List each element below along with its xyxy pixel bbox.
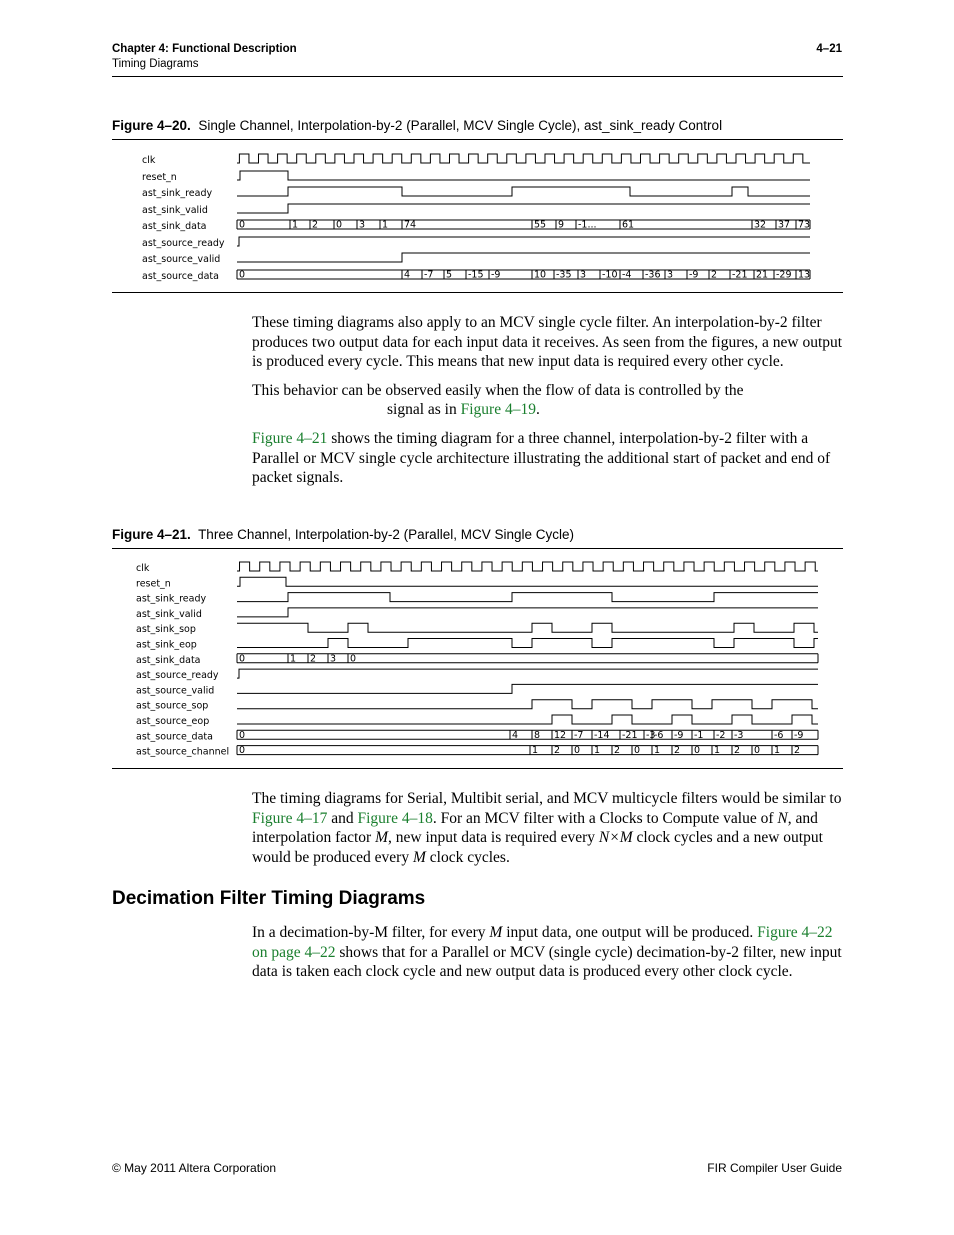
- fig21-source-data-bus-value: -9: [674, 729, 684, 741]
- fig21-signal-label: ast_source_channel: [136, 746, 230, 758]
- fig20-sink-valid-wave: [237, 204, 810, 213]
- body-block-1: [252, 313, 844, 497]
- fig21-source-data-bus-value: 4: [512, 729, 519, 741]
- fig21-source-channel-bus-value: 2: [614, 745, 621, 757]
- fig20-source-data-bus-value: -21: [732, 269, 748, 281]
- fig21-source-data-bus-value: -3: [646, 729, 656, 741]
- fig21-sink-data-bus-value: 1: [290, 653, 297, 665]
- fig20-source-data-bus-value: 2: [711, 269, 718, 281]
- fig20-sink-data-bus-value: 1: [382, 219, 389, 231]
- link-figure-4-18[interactable]: Figure 4–18: [357, 809, 433, 827]
- fig20-sink-data-bus-value: 9: [558, 219, 565, 231]
- fig20-signal-label: ast_sink_ready: [142, 188, 213, 199]
- fig20-sink-data-bus-value: 1: [292, 219, 299, 231]
- fig21-source-valid-wave: [237, 684, 818, 693]
- fig20-source-data-bus-value: 3: [667, 269, 674, 281]
- fig20-sink-data-bus-value: 73: [798, 219, 811, 231]
- fig21-sink-data-bus-value: 0: [350, 653, 357, 665]
- fig21-signal-label: ast_source_eop: [136, 716, 210, 727]
- fig21-source-ready-wave: [237, 669, 818, 678]
- header-rule: [112, 76, 843, 77]
- fig20-signal-label: reset_n: [142, 172, 177, 183]
- fig21-source-channel-bus-value: 2: [734, 745, 741, 757]
- fig21-source-data-bus-value: -3: [734, 729, 744, 741]
- fig20-sink-ready-wave: [237, 187, 810, 196]
- fig21-sink-ready-wave: [237, 593, 818, 602]
- fig21-signal-label: ast_source_ready: [136, 670, 219, 682]
- header-section: Timing Diagrams: [112, 58, 199, 70]
- fig21-sink-data-bus-value: 2: [310, 653, 317, 665]
- fig21-signal-label: reset_n: [136, 578, 171, 590]
- figure-20-caption: [112, 118, 722, 133]
- fig21-source-sop-wave: [237, 700, 818, 709]
- fig20-source-data-bus-value: 5: [446, 269, 453, 281]
- header-chapter: Chapter 4: Functional Description: [112, 43, 297, 55]
- figure-20-title: Single Channel, Interpolation-by-2 (Parallel, MCV Single Cycle), ast_sink_ready Control: [198, 118, 723, 133]
- fig20-signal-label: ast_source_ready: [142, 238, 225, 249]
- fig21-signal-label: ast_sink_eop: [136, 639, 197, 651]
- fig20-sink-data-bus-value: 61: [622, 219, 635, 231]
- paragraph-serial-timing: The timing diagrams for Serial, Multibit serial, and MCV multicycle filters would be similar to Figure 4–17 and Figure 4–18. For an MCV filter with a Clocks to Compute value of N, and interpolation factor M, new input data is required every N×M clock cycles and a new output would be produced every M clock cycles.: [252, 790, 842, 866]
- fig20-source-data-bus-value: -35: [556, 269, 572, 281]
- fig20-source-data-bus-value: 3: [580, 269, 587, 281]
- fig21-source-data-bus-value: -2: [716, 729, 726, 741]
- fig20-sink-data-bus-value: 32: [754, 219, 767, 231]
- fig21-signal-label: clk: [136, 563, 150, 574]
- figure-20-bottom-rule: [112, 292, 843, 293]
- fig21-source-channel-bus-value: 0: [694, 745, 701, 757]
- fig21-source-eop-wave: [237, 715, 818, 724]
- body-block-2: [252, 789, 844, 876]
- paragraph-mcv-single-cycle: These timing diagrams also apply to an MCV single cycle filter. An interpolation-by-2 filter produces two output data for each input data it receives. As seen from the figures, a new output is produced every cycle. This means that new input data is required every other cycle.: [252, 314, 843, 371]
- fig20-source-valid-wave: [237, 253, 810, 262]
- fig20-signal-label: ast_source_data: [142, 271, 219, 282]
- fig20-source-data-bus-value: -15: [468, 269, 484, 281]
- fig21-signal-label: ast_source_data: [136, 731, 213, 743]
- fig21-signal-label: ast_sink_ready: [136, 593, 207, 605]
- fig21-source-channel-bus-value: 0: [239, 745, 246, 757]
- fig20-source-data-bus-value: -9: [491, 269, 501, 281]
- fig21-source-data-bus-value: -21: [622, 729, 638, 741]
- footer-copyright: © May 2011 Altera Corporation: [112, 1161, 277, 1175]
- fig21-source-data-bus-value: -7: [574, 729, 584, 741]
- fig20-sink-data-bus-value: 37: [778, 219, 791, 231]
- link-figure-4-19[interactable]: Figure 4–19: [460, 401, 536, 419]
- fig21-signal-label: ast_sink_data: [136, 654, 201, 666]
- fig20-sink-data-bus-value: 3: [359, 219, 366, 231]
- fig21-signal-label: ast_sink_sop: [136, 624, 196, 636]
- link-figure-4-17[interactable]: Figure 4–17: [252, 809, 328, 827]
- fig21-source-channel-bus-value: 1: [654, 745, 661, 757]
- fig21-source-channel-bus-value: 0: [634, 745, 641, 757]
- fig21-sink-sop-wave: [237, 623, 818, 632]
- figure-20-timing-diagram: [112, 140, 843, 292]
- paragraph-flow-control: This behavior can be observed easily when the flow of data is controlled by the signal as in Figure 4–19.: [252, 381, 744, 419]
- link-figure-4-21[interactable]: Figure 4–21: [252, 429, 328, 447]
- fig21-reset-wave: [237, 577, 818, 586]
- fig20-source-data-bus-value: 21: [756, 269, 769, 281]
- fig20-reset-wave: [237, 171, 810, 180]
- fig21-source-data-bus-value: 12: [554, 729, 567, 741]
- fig20-source-ready-wave: [237, 237, 810, 246]
- fig20-sink-data-bus-value: 0: [239, 219, 246, 231]
- fig20-source-data-bus-value: -10: [602, 269, 618, 281]
- fig20-source-data-bus-value: -29: [776, 269, 792, 281]
- fig20-source-data-bus-value: -7: [424, 269, 434, 281]
- fig21-source-channel-bus-value: 1: [714, 745, 721, 757]
- fig21-sink-valid-wave: [237, 608, 818, 617]
- fig20-source-data-bus-value: -4: [622, 269, 632, 281]
- section-heading-decimation: Decimation Filter Timing Diagrams: [112, 888, 426, 909]
- fig21-source-channel-bus-value: 1: [594, 745, 601, 757]
- fig20-sink-data-bus-value: 0: [336, 219, 343, 231]
- fig21-sink-data-bus-value: 3: [330, 653, 337, 665]
- fig21-source-data-bus-value: -6: [654, 729, 664, 741]
- fig20-source-data-bus-value: 4: [404, 269, 411, 281]
- fig21-source-data-bus-value: 8: [534, 729, 541, 741]
- fig20-source-data-bus-value: 13: [798, 269, 811, 281]
- figure-21-title: Three Channel, Interpolation-by-2 (Parallel, MCV Single Cycle): [198, 527, 574, 542]
- fig21-signal-label: ast_sink_valid: [136, 608, 202, 620]
- fig20-sink-data-bus-value: 2: [312, 219, 319, 231]
- figure-21-bottom-rule: [112, 768, 843, 769]
- fig20-signal-label: ast_sink_valid: [142, 205, 208, 216]
- link-figure-4-22[interactable]: Figure 4–22 on page 4–22: [252, 924, 833, 961]
- fig21-source-data-bus-value: -6: [774, 729, 784, 741]
- fig21-source-data-bus-value: 0: [239, 729, 246, 741]
- figure-21-label: Figure 4–21.: [112, 527, 191, 542]
- body-block-3: [252, 923, 844, 991]
- fig21-source-channel-bus-value: 1: [774, 745, 781, 757]
- fig20-signal-label: clk: [142, 155, 156, 166]
- fig20-signal-label: ast_source_valid: [142, 254, 221, 265]
- figure-21-timing-diagram: [112, 549, 843, 768]
- fig21-source-channel-bus-value: 0: [754, 745, 761, 757]
- fig21-source-channel-bus-value: 0: [574, 745, 581, 757]
- figure-20-label: Figure 4–20.: [112, 118, 191, 133]
- fig21-source-data-bus-value: -1: [694, 729, 704, 741]
- fig21-source-data-bus-value: -9: [794, 729, 804, 741]
- figure-21-caption: [112, 527, 574, 542]
- fig21-source-data-bus-value: -14: [594, 729, 610, 741]
- fig20-clk-wave: [237, 154, 810, 163]
- fig20-sink-data-bus-value: -1...: [578, 219, 597, 231]
- fig20-sink-data-bus-value: 55: [534, 219, 547, 231]
- fig21-source-channel-bus-value: 2: [674, 745, 681, 757]
- fig20-signal-label: ast_sink_data: [142, 221, 207, 232]
- fig21-source-channel-bus-value: 2: [794, 745, 801, 757]
- fig21-signal-label: ast_source_sop: [136, 700, 209, 712]
- fig20-source-data-bus-value: 0: [239, 269, 246, 281]
- fig20-source-data-bus-value: -36: [645, 269, 661, 281]
- footer-guide-title: FIR Compiler User Guide: [707, 1161, 842, 1175]
- fig21-clk-wave: [237, 562, 818, 571]
- fig21-sink-data-bus-value: 0: [239, 653, 246, 665]
- fig21-signal-label: ast_source_valid: [136, 685, 215, 697]
- fig21-source-channel-bus-value: 2: [554, 745, 561, 757]
- header-page-number: 4–21: [816, 43, 842, 55]
- fig21-source-channel-bus-value: 1: [532, 745, 539, 757]
- paragraph-figure-21-intro: Figure 4–21 shows the timing diagram for a three channel, interpolation-by-2 filter with a Parallel or MCV single cycle architecture illustrating the additional start of packet and end of packet signals.: [252, 429, 831, 487]
- paragraph-decimation: In a decimation-by-M filter, for every M input data, one output will be produced. Figure 4–22 on page 4–22 shows that for a Parallel or MCV (single cycle) decimation-by-2 filter, new input data is taken each clock cycle and new output data is produced every other clock cycle.: [252, 924, 842, 981]
- fig21-sink-eop-wave: [237, 639, 818, 648]
- fig20-sink-data-bus-value: 74: [404, 219, 417, 231]
- fig20-source-data-bus-value: 10: [534, 269, 547, 281]
- fig20-source-data-bus-value: -9: [689, 269, 699, 281]
